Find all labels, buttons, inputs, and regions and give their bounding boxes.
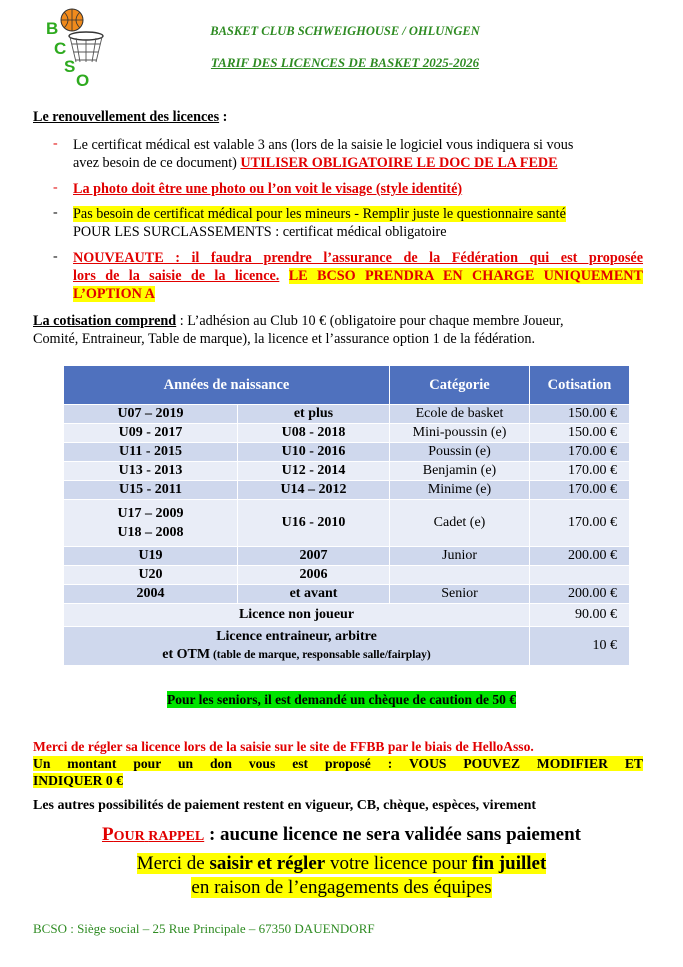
- cell-price: [530, 566, 630, 585]
- svg-text:S: S: [64, 57, 76, 76]
- renewal-heading: Le renouvellement des licences :: [33, 109, 228, 125]
- cell-year: U20: [64, 566, 238, 585]
- cell-year: U15 - 2011: [64, 481, 238, 500]
- cell-category: Ecole de basket: [390, 405, 530, 424]
- cell-price: 170.00 €: [530, 481, 630, 500]
- cell-year: U07 – 2019: [64, 405, 238, 424]
- cell-year: U13 - 2013: [64, 462, 238, 481]
- rappel-line: POUR RAPPEL : aucune licence ne sera validée sans paiement: [101, 824, 582, 845]
- cotisation-paragraph: La cotisation comprend : L’adhésion au Club 10 € (obligatoire pour chaque membre Joueur, Comité, Entraineur, Table de marque), la licence et l’assurance option 1 de la fédération.: [33, 313, 564, 347]
- cell-price: 170.00 €: [530, 443, 630, 462]
- table-row: [64, 462, 630, 481]
- svg-text:C: C: [54, 39, 67, 58]
- cell-year: U19: [64, 547, 238, 566]
- renewal-item-1: Le certificat médical est valable 3 ans (lors de la saisie le logiciel vous indiquera si vous avez besoin de ce document) UTILISER OBLIGATOIRE LE DOC DE LA FEDE: [73, 137, 574, 171]
- bullet-dash: -: [53, 180, 58, 195]
- cell-year-2: et plus: [238, 405, 390, 424]
- cell-category: Benjamin (e): [390, 462, 530, 481]
- table-row: [64, 500, 630, 547]
- payment-line-1: Merci de régler sa licence lors de la saisie sur le site de FFBB par le biais de HelloAsso.: [33, 739, 534, 754]
- svg-text:O: O: [76, 71, 90, 88]
- bullet-dash: -: [53, 249, 58, 264]
- cell-category: Senior: [390, 585, 530, 604]
- caution-note: Pour les seniors, il est demandé un chèque de caution de 50 €: [167, 692, 516, 707]
- payment-line-3: INDIQUER 0 €: [33, 773, 123, 788]
- cell-year-2: U16 - 2010: [238, 500, 390, 547]
- svg-text:B: B: [46, 19, 59, 38]
- cell-non-joueur: Licence non joueur: [64, 604, 530, 627]
- renewal-item-2: La photo doit être une photo ou l’on voit le visage (style identité): [73, 181, 463, 197]
- closing-line-2: en raison de l’engagements des équipes: [191, 877, 492, 898]
- cell-category: Mini-poussin (e): [390, 424, 530, 443]
- cell-year: 2004: [64, 585, 238, 604]
- table-row: [64, 481, 630, 500]
- club-name: BASKET CLUB SCHWEIGHOUSE / OHLUNGEN: [210, 24, 480, 38]
- cell-year-2: 2006: [238, 566, 390, 585]
- table-row: [64, 547, 630, 566]
- cell-entraineur: Licence entraineur, arbitre et OTM (table de marque, responsable salle/fairplay): [64, 627, 530, 666]
- header-annees: Années de naissance: [64, 366, 390, 405]
- cell-price: 170.00 €: [530, 462, 630, 481]
- payment-others: Les autres possibilités de paiement restent en vigueur, CB, chèque, espèces, virement: [33, 798, 537, 813]
- cell-year-2: U12 - 2014: [238, 462, 390, 481]
- cell-year-2: U14 – 2012: [238, 481, 390, 500]
- cell-price: 200.00 €: [530, 547, 630, 566]
- cell-category: Poussin (e): [390, 443, 530, 462]
- header-categorie: Catégorie: [390, 366, 530, 405]
- renewal-item-3: Pas besoin de certificat médical pour les mineurs - Remplir juste le questionnaire santé POUR LES SURCLASSEMENTS : certificat médical obligatoire: [73, 206, 566, 240]
- footer-address: BCSO : Siège social – 25 Rue Principale – 67350 DAUENDORF: [33, 921, 375, 936]
- bullet-dash: -: [53, 136, 58, 151]
- renewal-item-4: NOUVEAUTE : il faudra prendre l’assurance de la Fédération qui est proposée lors de la saisie de la licence. LE BCSO PRENDRA EN CHARGE UNIQUEMENT L’OPTION A: [73, 250, 643, 302]
- cell-price: 10 €: [530, 627, 630, 666]
- cell-price: 170.00 €: [530, 500, 630, 547]
- cell-category: Junior: [390, 547, 530, 566]
- closing-line-1: Merci de saisir et régler votre licence pour fin juillet: [136, 853, 547, 874]
- cell-category: Cadet (e): [390, 500, 530, 547]
- cell-year: U17 – 2009 U18 – 2008: [64, 500, 238, 547]
- cell-price: 150.00 €: [530, 405, 630, 424]
- table-row: [64, 604, 630, 627]
- table-row: [64, 405, 630, 424]
- tarif-table: [63, 365, 630, 666]
- cell-price: 90.00 €: [530, 604, 630, 627]
- cell-year: U11 - 2015: [64, 443, 238, 462]
- cell-category: Minime (e): [390, 481, 530, 500]
- page-title: TARIF DES LICENCES DE BASKET 2025-2026: [210, 55, 480, 70]
- cell-year: U09 - 2017: [64, 424, 238, 443]
- table-row: [64, 443, 630, 462]
- cell-year-2: U08 - 2018: [238, 424, 390, 443]
- cell-year-2: et avant: [238, 585, 390, 604]
- cell-year-2: 2007: [238, 547, 390, 566]
- table-row: [64, 627, 630, 666]
- cell-price: 200.00 €: [530, 585, 630, 604]
- bcso-logo: [42, 6, 122, 88]
- payment-line-2: Un montant pour un don vous est proposé : VOUS POUVEZ MODIFIER ET: [33, 756, 643, 771]
- cell-price: 150.00 €: [530, 424, 630, 443]
- table-row: [64, 585, 630, 604]
- table-row: [64, 424, 630, 443]
- header-cotisation: Cotisation: [530, 366, 630, 405]
- cell-year-2: U10 - 2016: [238, 443, 390, 462]
- bullet-dash: -: [53, 205, 58, 220]
- cell-category: [390, 566, 530, 585]
- table-row: [64, 566, 630, 585]
